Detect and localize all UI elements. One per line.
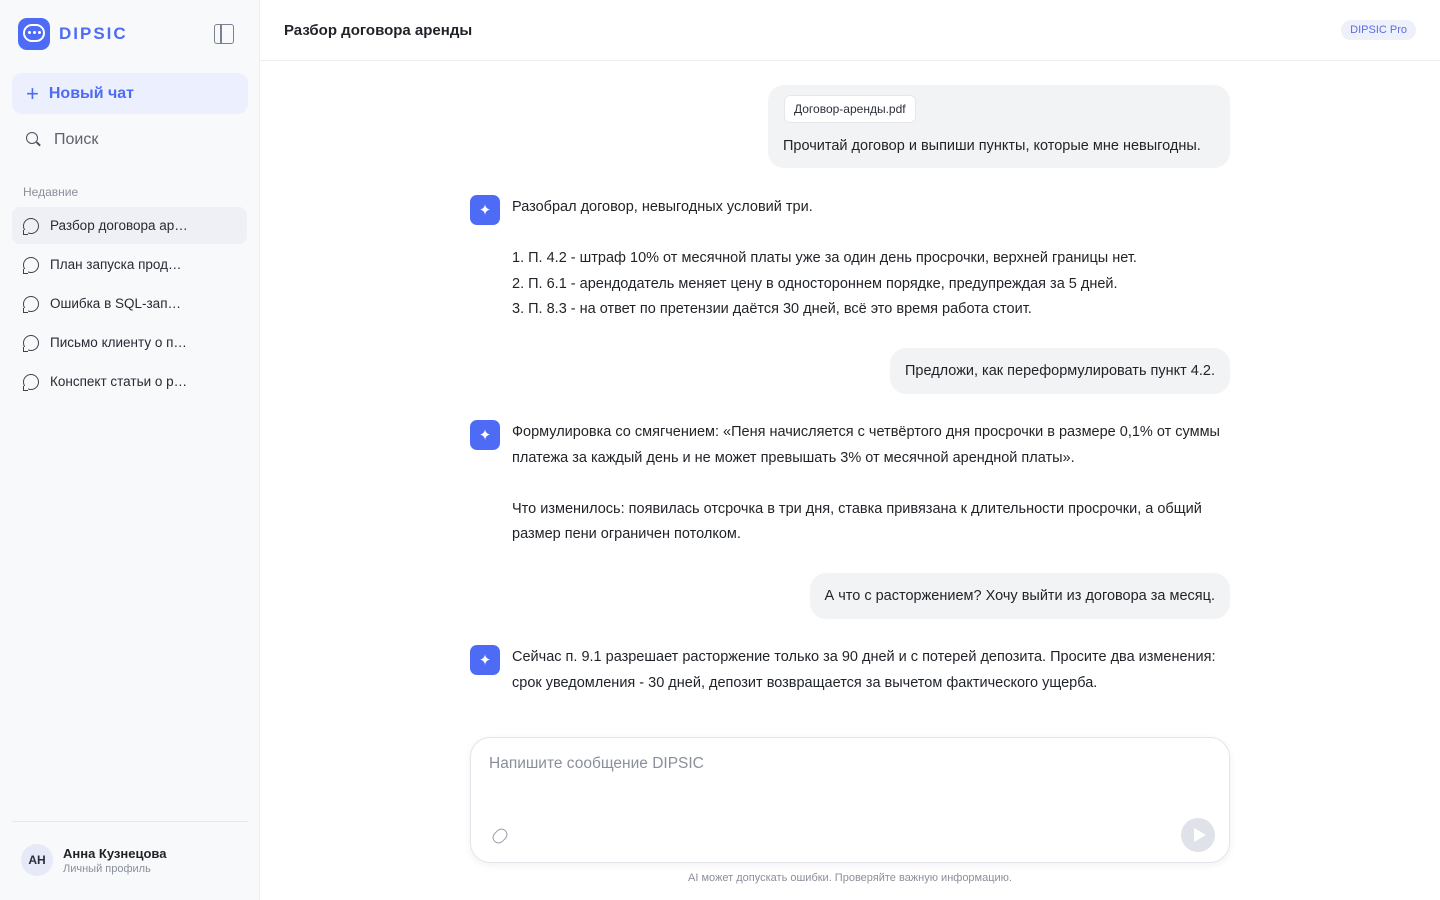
attachment-chip[interactable]: Договор-аренды.pdf [784, 95, 916, 123]
profile-name: Анна Кузнецова [63, 845, 167, 861]
send-icon [1194, 828, 1206, 842]
chat-history-list [12, 207, 247, 402]
search-label: Поиск [54, 131, 99, 148]
search-button[interactable] [12, 122, 248, 158]
assistant-paragraph: Формулировка со смягчением: «Пеня начисляется с четвёртого дня просрочки в размере 0,1% от суммы платежа за каждый день и не может превышать 3% от месячной арендной платы». [512, 424, 1220, 466]
search-icon [26, 132, 42, 148]
assistant-list-item: 3. П. 8.3 - на ответ по претензии даётся 30 дней, всё это время работа стоит. [512, 301, 1032, 317]
brand-name: DIPSIC [59, 24, 128, 43]
chat-history-item[interactable] [12, 324, 247, 361]
chat-history-title: Конспект статьи о р… [50, 374, 188, 389]
message-composer [470, 737, 1230, 863]
assistant-paragraph: Разобрал договор, невыгодных условий три. [512, 199, 813, 215]
chat-history-item[interactable] [12, 207, 247, 244]
profile-subtitle: Личный профиль [63, 862, 151, 875]
sidebar [0, 0, 260, 900]
assistant-message-text [512, 420, 1240, 548]
chat-history-title: Разбор договора ар… [50, 218, 188, 233]
user-message [890, 348, 1230, 394]
chat-history-title: Письмо клиенту о п… [50, 335, 187, 350]
chat-header [260, 0, 1440, 61]
chat-history-item[interactable] [12, 246, 247, 283]
page-title: Разбор договора аренды [284, 22, 473, 39]
user-message-text: Прочитай договор и выпиши пункты, которые мне невыгодны. [783, 138, 1201, 154]
sidebar-toggle-icon[interactable] [214, 24, 234, 44]
sparkle-icon: ✦ [470, 645, 500, 675]
assistant-list-item: 1. П. 4.2 - штраф 10% от месячной платы уже за один день просрочки, верхней границы нет. [512, 250, 1137, 266]
assistant-paragraph: Сейчас п. 9.1 разрешает расторжение только за 90 дней и с потерей депозита. Просите два изменения: срок уведомления - 30 дней, депозит возвращается за вычетом фактического ущерба. [512, 649, 1216, 691]
assistant-paragraph: Что изменилось: появилась отсрочка в три дня, ставка привязана к длительности просрочки, а общий размер пени ограничен потолком. [512, 500, 1202, 542]
disclaimer-text: AI может допускать ошибки. Проверяйте важную информацию. [688, 872, 1012, 884]
recent-section-label: Недавние [23, 185, 79, 199]
chat-bubble-icon [23, 335, 39, 351]
profile-divider [12, 821, 248, 822]
paperclip-icon[interactable] [490, 826, 510, 846]
assistant-message-text [512, 645, 1240, 696]
plus-icon: + [26, 80, 39, 106]
send-button[interactable] [1181, 818, 1215, 852]
plan-badge[interactable]: DIPSIC Pro [1341, 20, 1416, 40]
message-input[interactable] [489, 755, 1189, 773]
assistant-list-item: 2. П. 6.1 - арендодатель меняет цену в одностороннем порядке, предупреждая за 5 дней. [512, 275, 1118, 292]
sparkle-icon: ✦ [470, 420, 500, 450]
new-chat-button[interactable] [12, 73, 248, 114]
chat-history-item[interactable] [12, 363, 247, 400]
user-message [768, 85, 1230, 168]
dipsic-logo-icon [18, 18, 50, 50]
user-message-text: А что с расторжением? Хочу выйти из договора за месяц. [824, 588, 1215, 604]
chat-bubble-icon [23, 257, 39, 273]
sparkle-icon: ✦ [470, 195, 500, 225]
user-profile[interactable] [21, 844, 166, 876]
chat-history-title: Ошибка в SQL-зап… [50, 296, 182, 311]
chat-bubble-icon [23, 296, 39, 312]
brand[interactable] [18, 18, 128, 50]
avatar: АН [21, 844, 53, 876]
chat-history-title: План запуска прод… [50, 257, 182, 272]
chat-bubble-icon [23, 218, 39, 234]
user-message-text: Предложи, как переформулировать пункт 4.2. [904, 363, 1215, 379]
user-message [810, 573, 1230, 619]
assistant-message-text [512, 195, 1240, 323]
chat-history-item[interactable] [12, 285, 247, 322]
new-chat-label: Новый чат [48, 84, 134, 102]
chat-bubble-icon [23, 374, 39, 390]
